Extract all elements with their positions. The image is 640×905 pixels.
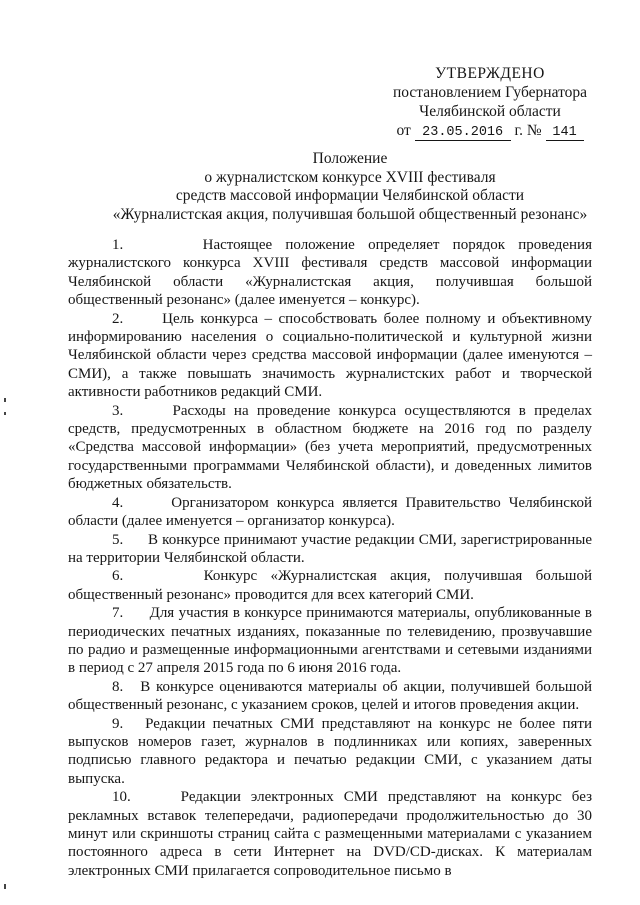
paragraph-2: 2. Цель конкурса – способствовать более полному и объективному информированию населения о социально-политической и культурной жизни Челябинской области через средства массовой информации (далее именуются – СМИ), а также повышать значимость журналистских работ и творческой активности работников редакций СМИ. xyxy=(68,310,592,401)
approval-date-line xyxy=(370,121,610,141)
document-title xyxy=(60,150,640,224)
title-line-4: «Журналистская акция, получившая большой общественный резонанс» xyxy=(112,205,588,223)
scan-margin-mark xyxy=(4,884,6,889)
paragraph-6: 6. Конкурс «Журналистская акция, получившая большой общественный резонанс» проводится для всех категорий СМИ. xyxy=(68,568,592,603)
approval-line-region: Челябинской области xyxy=(419,103,561,120)
scan-margin-mark xyxy=(4,398,6,402)
approval-heading: УТВЕРЖДЕНО xyxy=(435,65,545,82)
paragraph-7: 7. Для участия в конкурсе принимаются материалы, опубликованные в периодических печатных изданиях, показанные по телевидению, прозвучавшие по радио и размещенные информационными агентствами и сетевыми изданиями в период с 27 апреля 2015 года по 6 июня 2016 года. xyxy=(68,605,592,677)
paragraph-1: 1. Настоящее положение определяет порядок проведения журналистского конкурса XVIII фестиваля средств массовой информации Челябинской области «Журналистская акция, получившая большой общественный резонанс» (далее именуется – конкурс). xyxy=(68,237,592,309)
paragraph-8: 8. В конкурсе оцениваются материалы об акции, получившей большой общественный резонанс, с указанием сроков, целей и итогов проведения акции. xyxy=(68,678,592,714)
paragraph-9: 9. Редакции печатных СМИ представляют на конкурс не более пяти выпусков номеров газет, журналов в подлинниках или копиях, заверенных подписью главного редактора и печатью редакции СМИ, с указанием даты выпуска. xyxy=(68,715,592,787)
approval-line-governor: постановлением Губернатора xyxy=(392,84,588,101)
date-value: 23.05.2016 xyxy=(415,126,511,141)
year-number-label: г. № xyxy=(514,122,542,139)
paragraph-4: 4. Организатором конкурса является Правительство Челябинской области (далее именуется – организатор конкурса). xyxy=(68,494,592,530)
paragraph-3: 3. Расходы на проведение конкурса осуществляются в пределах средств, предусмотренных в областном бюджете на 2016 год по разделу «Средства массовой информации» (без учета мероприятий, предусмотренных государственными программами Челябинской области), и доведенных лимитов бюджетных обязательств. xyxy=(68,402,592,493)
paragraph-5: 5. В конкурсе принимают участие редакции СМИ, зарегистрированные на территории Челябинской области. xyxy=(68,531,592,566)
decree-number: 141 xyxy=(546,126,584,141)
approval-block xyxy=(370,64,610,141)
paragraph-10: 10. Редакции электронных СМИ представляют на конкурс без рекламных вставок телепередачи, радиопередачи продолжительностью до 30 минут или скриншоты страниц сайта с размещенными материалами с указанием постоянного адреса в сети Интернет на DVD/CD-дисках. К материалам электронных СМИ прилагается сопроводительное письмо в xyxy=(68,789,592,879)
title-line-2: о журналистском конкурсе XVIII фестиваля xyxy=(204,168,496,186)
title-line-1: Положение xyxy=(312,150,388,167)
date-prefix: от xyxy=(396,122,411,139)
title-line-3: средств массовой информации Челябинской области xyxy=(175,187,525,204)
document-body xyxy=(68,236,592,880)
scan-margin-mark xyxy=(4,412,6,415)
